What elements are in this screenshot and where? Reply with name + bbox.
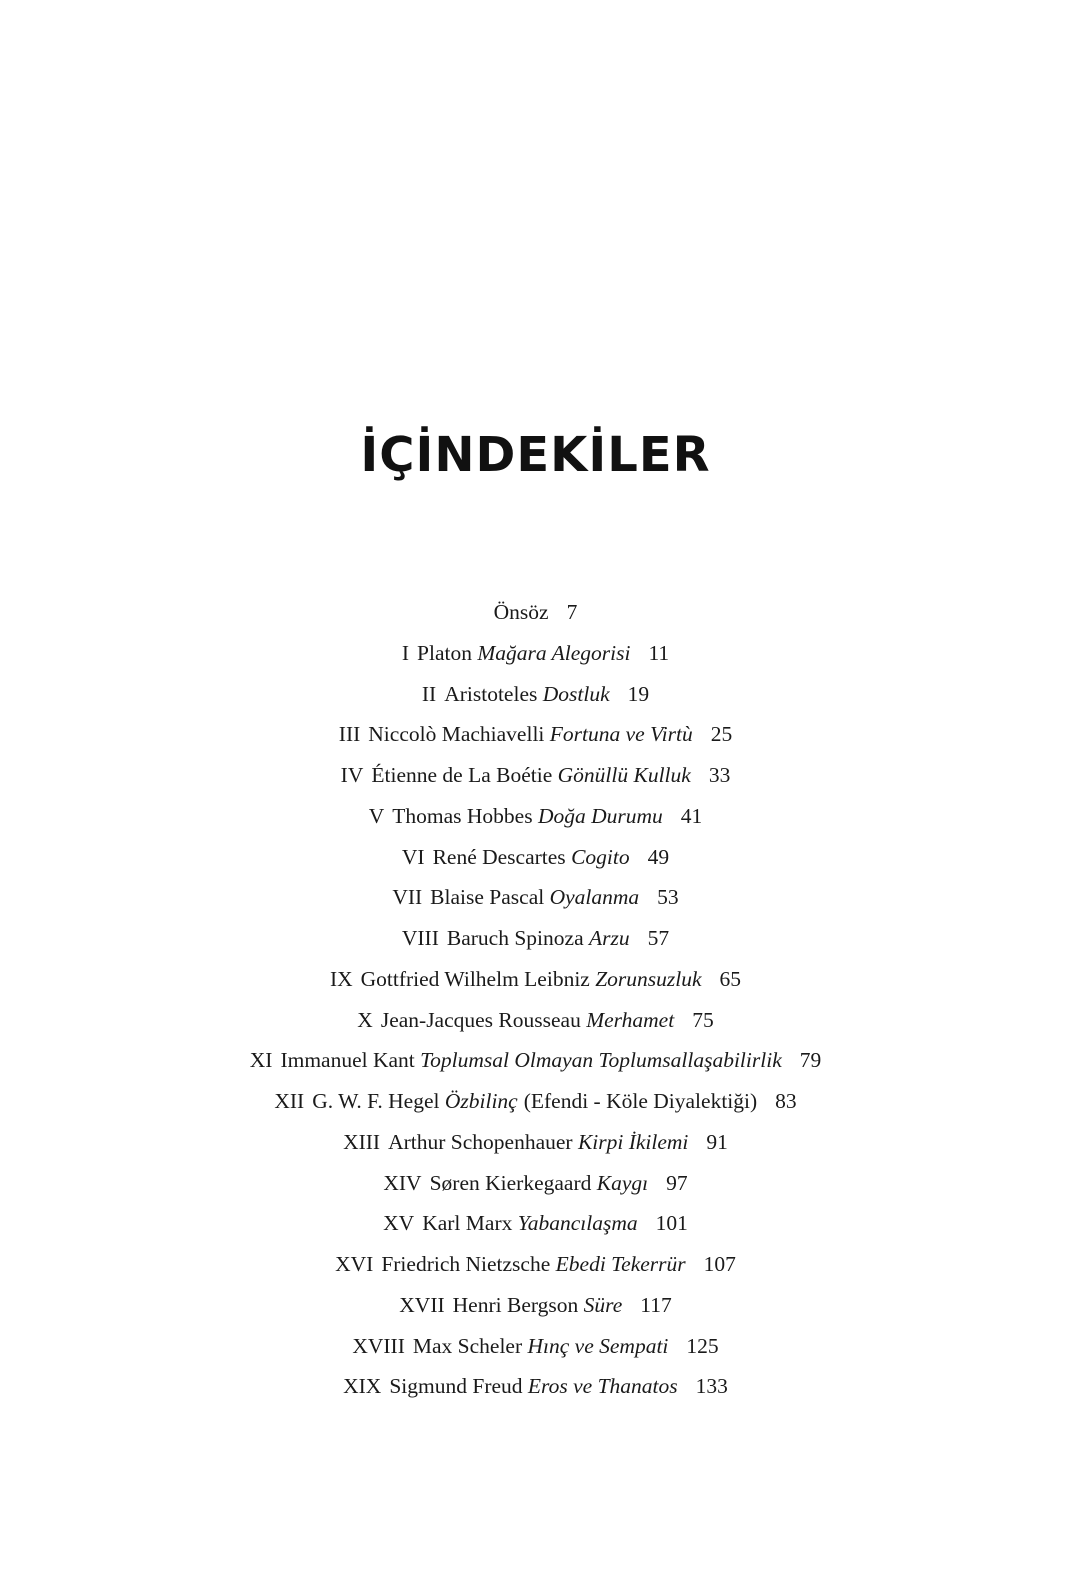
toc-concept: Zorunsuzluk: [595, 966, 702, 991]
table-of-contents: [0, 592, 1071, 1407]
toc-author-name: Aristoteles: [444, 681, 538, 706]
toc-page-number: 75: [692, 1007, 714, 1032]
toc-chapter-numeral: VIII: [401, 926, 439, 950]
toc-concept: Oyalanma: [549, 885, 640, 910]
toc-author-name: Étienne de La Boétie: [371, 763, 553, 787]
toc-author-name: Gottfried Wilhelm Leibniz: [360, 966, 590, 991]
toc-author-name: Baruch Spinoza: [446, 926, 584, 950]
toc-chapter-numeral: XIII: [343, 1129, 381, 1154]
toc-author-name: René Descartes: [432, 844, 566, 869]
toc-entry: [0, 918, 1071, 959]
toc-author-name: Søren Kierkegaard: [429, 1170, 592, 1195]
toc-page-number: 33: [708, 763, 731, 787]
toc-chapter-numeral: XIV: [383, 1170, 422, 1195]
toc-entry: [0, 959, 1071, 1000]
toc-entry: [0, 1040, 1071, 1081]
toc-entry: [0, 755, 1071, 796]
toc-page-number: 97: [666, 1170, 688, 1195]
toc-chapter-numeral: XVIII: [352, 1333, 405, 1358]
toc-page-number: 57: [647, 926, 670, 950]
toc-subtitle: (Efendi - Köle Diyalektiği): [523, 1089, 758, 1113]
toc-chapter-numeral: IX: [329, 966, 353, 991]
toc-concept: Kaygı: [596, 1170, 649, 1195]
toc-entry: [0, 633, 1071, 674]
toc-concept: Toplumsal Olmayan Toplumsallaşabilirlik: [420, 1048, 782, 1073]
toc-author-name: Thomas Hobbes: [392, 803, 533, 828]
toc-entry: [0, 1081, 1071, 1122]
toc-author-name: Platon: [417, 640, 472, 665]
toc-page-number: 25: [710, 722, 733, 747]
toc-author-name: Karl Marx: [422, 1211, 513, 1236]
toc-page-number: 91: [706, 1129, 728, 1154]
toc-entry: [0, 1163, 1071, 1204]
toc-author-name: Max Scheler: [412, 1333, 523, 1358]
toc-page-number: 7: [566, 600, 578, 624]
toc-chapter-numeral: VI: [401, 844, 425, 869]
toc-chapter-numeral: X: [357, 1007, 373, 1032]
toc-concept: Merhamet: [586, 1007, 675, 1032]
toc-concept: Fortuna ve Virtù: [549, 722, 693, 747]
toc-chapter-numeral: XVI: [335, 1252, 374, 1276]
toc-entry: [0, 1366, 1071, 1407]
toc-concept: Kirpi İkilemi: [577, 1129, 689, 1154]
toc-concept: Arzu: [589, 926, 630, 950]
toc-page-number: 79: [799, 1048, 822, 1073]
toc-chapter-numeral: V: [368, 803, 385, 828]
toc-concept: Süre: [583, 1292, 623, 1317]
toc-chapter-numeral: III: [338, 722, 361, 747]
toc-author-name: Jean-Jacques Rousseau: [380, 1007, 581, 1032]
toc-entry: [0, 1203, 1071, 1244]
toc-page-number: 83: [775, 1089, 797, 1113]
toc-page-number: 41: [680, 803, 703, 828]
toc-author-name: G. W. F. Hegel: [312, 1089, 440, 1113]
toc-page-number: 19: [627, 681, 650, 706]
toc-entry: [0, 1122, 1071, 1163]
toc-page-number: 125: [686, 1333, 719, 1358]
toc-concept: Mağara Alegorisi: [477, 640, 631, 665]
toc-chapter-numeral: XII: [274, 1089, 305, 1113]
toc-entry: [0, 837, 1071, 878]
toc-author-name: Immanuel Kant: [280, 1048, 415, 1073]
toc-concept: Hınç ve Sempati: [527, 1333, 669, 1358]
toc-page-number: 65: [719, 966, 742, 991]
toc-page-number: 117: [640, 1292, 672, 1317]
toc-entry: [0, 592, 1071, 633]
toc-author-name: Arthur Schopenhauer: [388, 1129, 573, 1154]
toc-concept: Ebedi Tekerrür: [555, 1252, 686, 1276]
toc-page-number: 49: [647, 844, 670, 869]
toc-entry: [0, 1244, 1071, 1285]
toc-entry: [0, 714, 1071, 755]
toc-author-name: Friedrich Nietzsche: [381, 1252, 551, 1276]
toc-chapter-numeral: VII: [392, 885, 423, 910]
toc-concept: Doğa Durumu: [537, 803, 663, 828]
toc-chapter-numeral: I: [401, 640, 410, 665]
page-title: İÇİNDEKİLER: [360, 427, 711, 484]
toc-entry: [0, 1285, 1071, 1326]
toc-page-number: 107: [703, 1252, 736, 1276]
toc-author-name: Niccolò Machiavelli: [368, 722, 545, 747]
toc-chapter-numeral: XV: [383, 1211, 415, 1236]
toc-entry: [0, 796, 1071, 837]
toc-page-number: 53: [657, 885, 679, 910]
toc-entry: [0, 877, 1071, 918]
toc-entry: [0, 1326, 1071, 1367]
toc-concept: Dostluk: [542, 681, 610, 706]
toc-concept: Cogito: [571, 844, 630, 869]
toc-entry: [0, 1000, 1071, 1041]
toc-concept: Özbilinç: [444, 1089, 518, 1113]
toc-author-name: Blaise Pascal: [430, 885, 545, 910]
toc-chapter-numeral: XIX: [343, 1374, 382, 1399]
toc-author-name: Henri Bergson: [452, 1292, 579, 1317]
toc-page-number: 101: [655, 1211, 688, 1236]
toc-author-name: Önsöz: [493, 600, 549, 624]
toc-concept: Gönüllü Kulluk: [557, 763, 691, 787]
toc-page-number: 11: [648, 640, 670, 665]
toc-chapter-numeral: XVII: [399, 1292, 445, 1317]
toc-concept: Yabancılaşma: [517, 1211, 638, 1236]
toc-chapter-numeral: II: [421, 681, 437, 706]
toc-chapter-numeral: XI: [249, 1048, 273, 1073]
toc-entry: [0, 674, 1071, 715]
toc-concept: Eros ve Thanatos: [527, 1374, 678, 1399]
toc-page-number: 133: [695, 1374, 728, 1399]
toc-chapter-numeral: IV: [340, 763, 364, 787]
toc-author-name: Sigmund Freud: [389, 1374, 523, 1399]
